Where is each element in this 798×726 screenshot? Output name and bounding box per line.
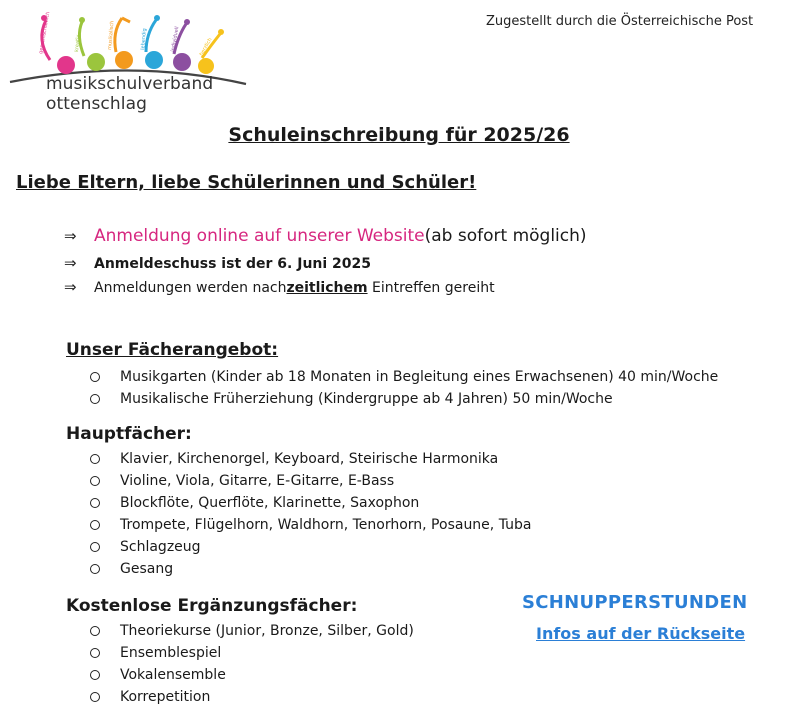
logo-word-1: gemeinschaftlich — [38, 11, 52, 55]
note-deadline — [64, 254, 371, 272]
circle-bullet-icon — [90, 626, 100, 636]
logo-figure-green — [74, 17, 105, 71]
musikschulverband-logo — [6, 10, 256, 120]
circle-bullet-icon — [90, 454, 100, 464]
arrow-icon: ⇒ — [64, 227, 77, 245]
note-order — [64, 278, 495, 296]
greeting-heading: Liebe Eltern, liebe Schülerinnen und Schüler! — [16, 172, 477, 193]
arrow-icon: ⇒ — [64, 278, 77, 296]
logo-figure-blue — [140, 15, 163, 69]
logo-figure-orange — [107, 18, 133, 69]
circle-bullet-icon — [90, 648, 100, 658]
note-online — [64, 226, 587, 246]
arrow-icon: ⇒ — [64, 254, 77, 272]
list-item-text: Klavier, Kirchenorgel, Keyboard, Steirische Harmonika — [120, 451, 499, 467]
list-item-text: Gesang — [120, 561, 174, 577]
circle-bullet-icon — [90, 520, 100, 530]
trial-lessons-info-link[interactable]: Infos auf der Rückseite — [536, 624, 746, 643]
list-item-text: Ensemblespiel — [120, 645, 222, 661]
circle-bullet-icon — [90, 692, 100, 702]
deadline-text: Anmeldeschuss ist der 6. Juni 2025 — [94, 256, 372, 272]
list-item — [90, 642, 414, 664]
list-item — [90, 492, 531, 514]
main-subjects-heading: Hauptfächer: — [66, 424, 192, 444]
online-registration-link[interactable]: Anmeldung online auf unserer Website — [94, 226, 425, 246]
circle-bullet-icon — [90, 670, 100, 680]
circle-bullet-icon — [90, 372, 100, 382]
list-item-text: Theoriekurse (Junior, Bronze, Silber, Gold) — [120, 623, 414, 639]
list-item — [90, 620, 414, 642]
logo-word-6: herzlich — [198, 37, 214, 57]
free-subjects-list — [90, 620, 414, 708]
list-item — [90, 536, 531, 558]
list-item — [90, 686, 414, 708]
logo-word-4: lebendig — [140, 28, 148, 51]
logo-figure-pink — [38, 11, 75, 74]
circle-bullet-icon — [90, 564, 100, 574]
circle-bullet-icon — [90, 542, 100, 552]
circle-bullet-icon — [90, 476, 100, 486]
page-title: Schuleinschreibung für 2025/26 — [228, 124, 570, 146]
circle-bullet-icon — [90, 394, 100, 404]
trial-lessons-heading: SCHNUPPERSTUNDEN — [522, 592, 748, 613]
delivery-note: Zugestellt durch die Österreichische Post — [486, 14, 754, 29]
logo-figure-purple — [170, 19, 191, 71]
order-text-pre: Anmeldungen werden nach — [94, 280, 287, 296]
offer-heading: Unser Fächerangebot: — [66, 340, 279, 360]
logo-word-3: musikalisch — [107, 20, 116, 51]
logo-word-2: kreativ — [74, 34, 82, 53]
list-item-text: Musikgarten (Kinder ab 18 Monaten in Begleitung eines Erwachsenen) 40 min/Woche — [120, 369, 719, 385]
list-item-text: Schlagzeug — [120, 539, 201, 555]
logo-word-5: individuell — [170, 26, 181, 53]
circle-bullet-icon — [90, 498, 100, 508]
online-registration-note: (ab sofort möglich) — [424, 226, 587, 246]
list-item — [90, 558, 531, 580]
logo-text-line2: ottenschlag — [46, 94, 147, 114]
logo-figure-yellow — [198, 29, 224, 74]
list-item-text: Korrepetition — [120, 689, 211, 705]
free-subjects-heading: Kostenlose Ergänzungsfächer: — [66, 596, 358, 616]
list-item — [90, 366, 718, 388]
offer-list — [90, 366, 718, 410]
logo-text-line1: musikschulverband — [46, 74, 214, 94]
list-item — [90, 664, 414, 686]
list-item-text: Vokalensemble — [120, 667, 226, 683]
order-text-post: Eintreffen gereiht — [367, 280, 495, 296]
order-text-emphasis: zeitlichem — [286, 280, 368, 296]
list-item-text: Blockflöte, Querflöte, Klarinette, Saxophon — [120, 495, 420, 511]
list-item-text: Trompete, Flügelhorn, Waldhorn, Tenorhorn, Posaune, Tuba — [120, 517, 532, 533]
list-item-text: Musikalische Früherziehung (Kindergruppe ab 4 Jahren) 50 min/Woche — [120, 391, 613, 407]
list-item — [90, 470, 531, 492]
list-item — [90, 514, 531, 536]
list-item-text: Violine, Viola, Gitarre, E-Gitarre, E-Bass — [120, 473, 395, 489]
list-item — [90, 388, 718, 410]
list-item — [90, 448, 531, 470]
main-subjects-list — [90, 448, 531, 580]
